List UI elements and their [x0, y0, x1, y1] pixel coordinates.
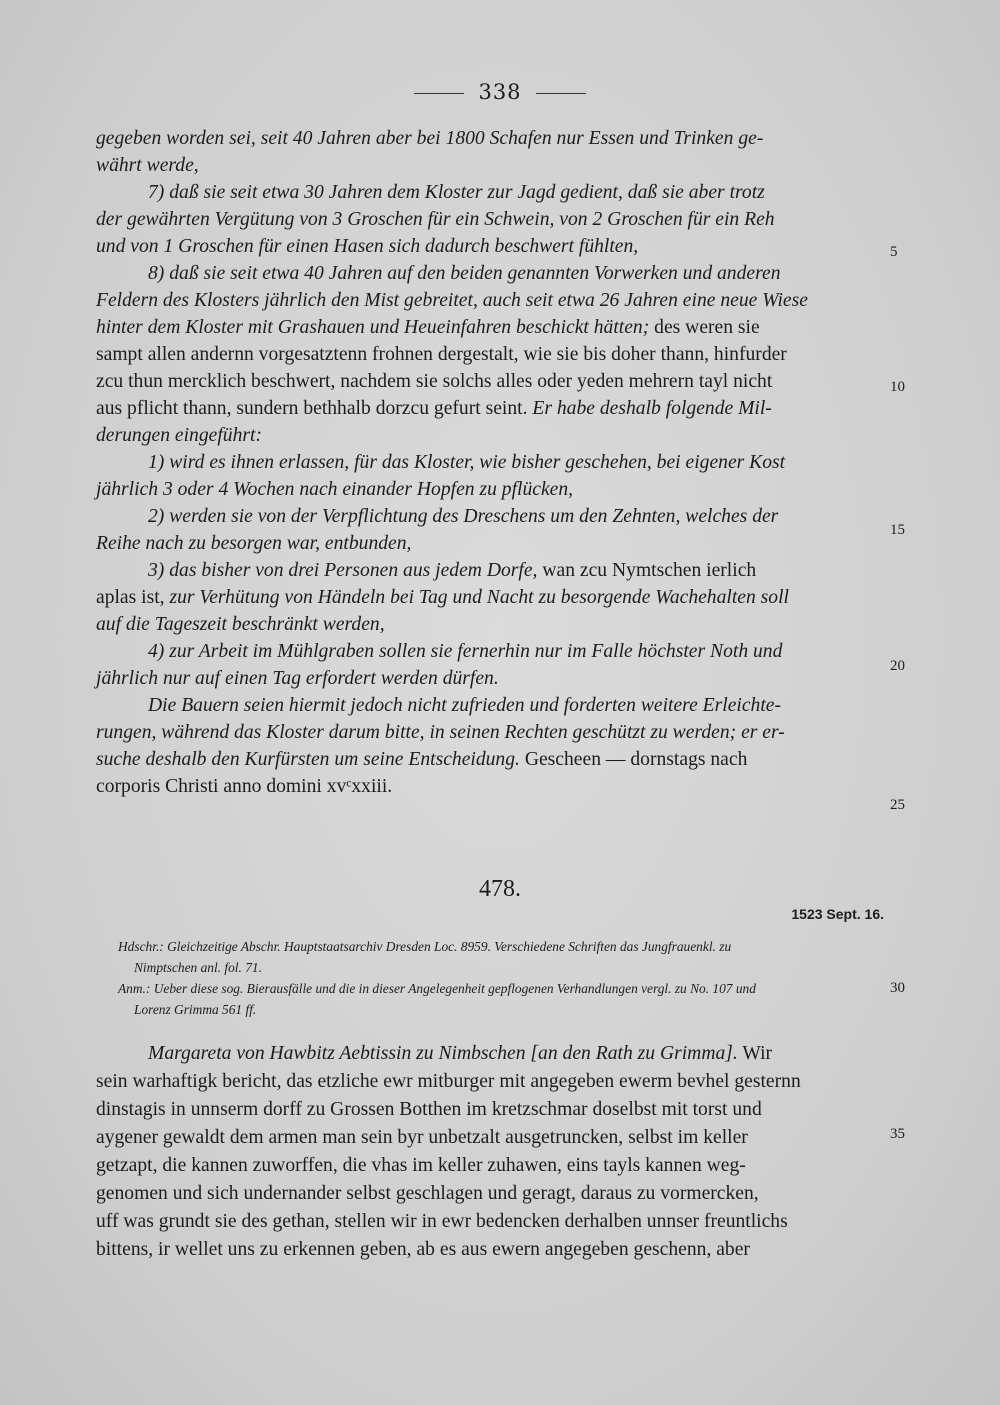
- text-line: 4) zur Arbeit im Mühlgraben sollen sie fernerhin nur im Falle höchster Noth und: [148, 641, 783, 662]
- line-number: 35: [890, 1126, 905, 1142]
- text-line: zcu thun mercklich beschwert, nachdem sie solchs alles oder yeden mehrern tayl nicht: [96, 371, 773, 392]
- annotation-note-cont: Lorenz Grimma 561 ff.: [134, 1002, 257, 1017]
- text-line: 7) daß sie seit etwa 30 Jahren dem Kloster zur Jagd gedient, daß sie aber trotz: [148, 182, 765, 203]
- text-line: Die Bauern seien hiermit jedoch nicht zufrieden und forderten weitere Erleichte-: [148, 695, 782, 716]
- line-number: 30: [890, 980, 905, 996]
- header-rule-right: [536, 93, 586, 94]
- text-line: der gewährten Vergütung von 3 Groschen für ein Schwein, von 2 Groschen für ein Reh: [96, 209, 775, 230]
- text-line: genomen und sich undernander selbst geschlagen und geragt, daraus zu vormercken,: [96, 1183, 759, 1204]
- manuscript-note-cont: Nimptschen anl. fol. 71.: [134, 960, 262, 975]
- line-number: 10: [890, 379, 905, 395]
- text-line: Margareta von Hawbitz Aebtissin zu Nimbschen [an den Rath zu Grimma]. Wir: [148, 1043, 773, 1064]
- source-notes: [118, 936, 880, 1020]
- text-line: suche deshalb den Kurfürsten um seine Entscheidung. Gescheen — dornstags nach: [96, 749, 748, 770]
- line-number: 20: [890, 658, 905, 674]
- text-line: Reihe nach zu besorgen war, entbunden,: [96, 533, 412, 554]
- text-line: aus pflicht thann, sundern bethhalb dorzcu gefurt seint. Er habe deshalb folgende Mil-: [96, 398, 772, 419]
- text-line: uff was grundt sie des gethan, stellen wir in ewr bedencken derhalben unnser freuntlichs: [96, 1211, 788, 1232]
- text-line: 8) daß sie seit etwa 40 Jahren auf den beiden genannten Vorwerken und anderen: [148, 263, 781, 284]
- text-line: corporis Christi anno domini xvᶜxxiii.: [96, 776, 393, 797]
- text-line: aplas ist, zur Verhütung von Händeln bei Tag und Nacht zu besorgende Wachehalten soll: [96, 587, 789, 608]
- annotation-note: Anm.: Ueber diese sog. Bierausfälle und die in dieser Angelegenheit gepflogenen Verhandlungen vergl. zu No. 107 und: [118, 981, 756, 996]
- text-line: jährlich nur auf einen Tag erfordert werden dürfen.: [96, 668, 499, 689]
- text-line: jährlich 3 oder 4 Wochen nach einander Hopfen zu pflücken,: [96, 479, 574, 500]
- document-date: 1523 Sept. 16.: [791, 906, 884, 922]
- text-line: 1) wird es ihnen erlassen, für das Kloster, wie bisher geschehen, bei eigener Kost: [148, 452, 786, 473]
- line-number: 15: [890, 522, 905, 538]
- text-line: hinter dem Kloster mit Grashauen und Heueinfahren beschickt hätten; des weren sie: [96, 317, 760, 338]
- line-number: 25: [890, 797, 905, 813]
- letter-text: [96, 1040, 886, 1264]
- text-line: auf die Tageszeit beschränkt werden,: [96, 614, 385, 635]
- text-line: sampt allen andernn vorgesatztenn frohnen dergestalt, wie sie bis doher thann, hinfurder: [96, 344, 787, 365]
- manuscript-note: Hdschr.: Gleichzeitige Abschr. Hauptstaatsarchiv Dresden Loc. 8959. Verschiedene Schriften das Jungfrauenkl. zu: [118, 939, 732, 954]
- text-line: und von 1 Groschen für einen Hasen sich dadurch beschwert fühlten,: [96, 236, 639, 257]
- text-line: rungen, während das Kloster darum bitte, in seinen Rechten geschützt zu werden; er er-: [96, 722, 785, 743]
- text-line: aygener gewaldt dem armen man sein byr unbetzalt ausgetruncken, selbst im keller: [96, 1127, 748, 1148]
- page-number: 338: [478, 80, 522, 104]
- text-line: gegeben worden sei, seit 40 Jahren aber bei 1800 Schafen nur Essen und Trinken ge-: [96, 128, 764, 149]
- header-rule-left: [414, 93, 464, 94]
- page-header: [0, 80, 1000, 104]
- line-number: 5: [890, 244, 898, 260]
- text-line: derungen eingeführt:: [96, 425, 262, 446]
- document-number: 478.: [479, 876, 521, 902]
- text-line: Feldern des Klosters jährlich den Mist gebreitet, auch seit etwa 26 Jahren eine neue Wiese: [96, 290, 808, 311]
- text-line: getzapt, die kannen zuworffen, die vhas im keller zuhawen, eins tayls kannen weg-: [96, 1155, 746, 1176]
- main-text: [96, 125, 886, 800]
- text-line: 2) werden sie von der Verpflichtung des Dreschens um den Zehnten, welches der: [148, 506, 779, 527]
- text-line: dinstagis in unnserm dorff zu Grossen Botthen im kretzschmar doselbst mit torst und: [96, 1099, 762, 1120]
- text-line: 3) das bisher von drei Personen aus jedem Dorfe, wan zcu Nymtschen ierlich: [148, 560, 757, 581]
- text-line: währt werde,: [96, 155, 199, 176]
- text-line: sein warhaftigk bericht, das etzliche ewr mitburger mit angegeben ewerm bevhel gesternn: [96, 1071, 801, 1092]
- text-line: bittens, ir wellet uns zu erkennen geben, ab es aus ewern angegeben geschenn, aber: [96, 1239, 750, 1260]
